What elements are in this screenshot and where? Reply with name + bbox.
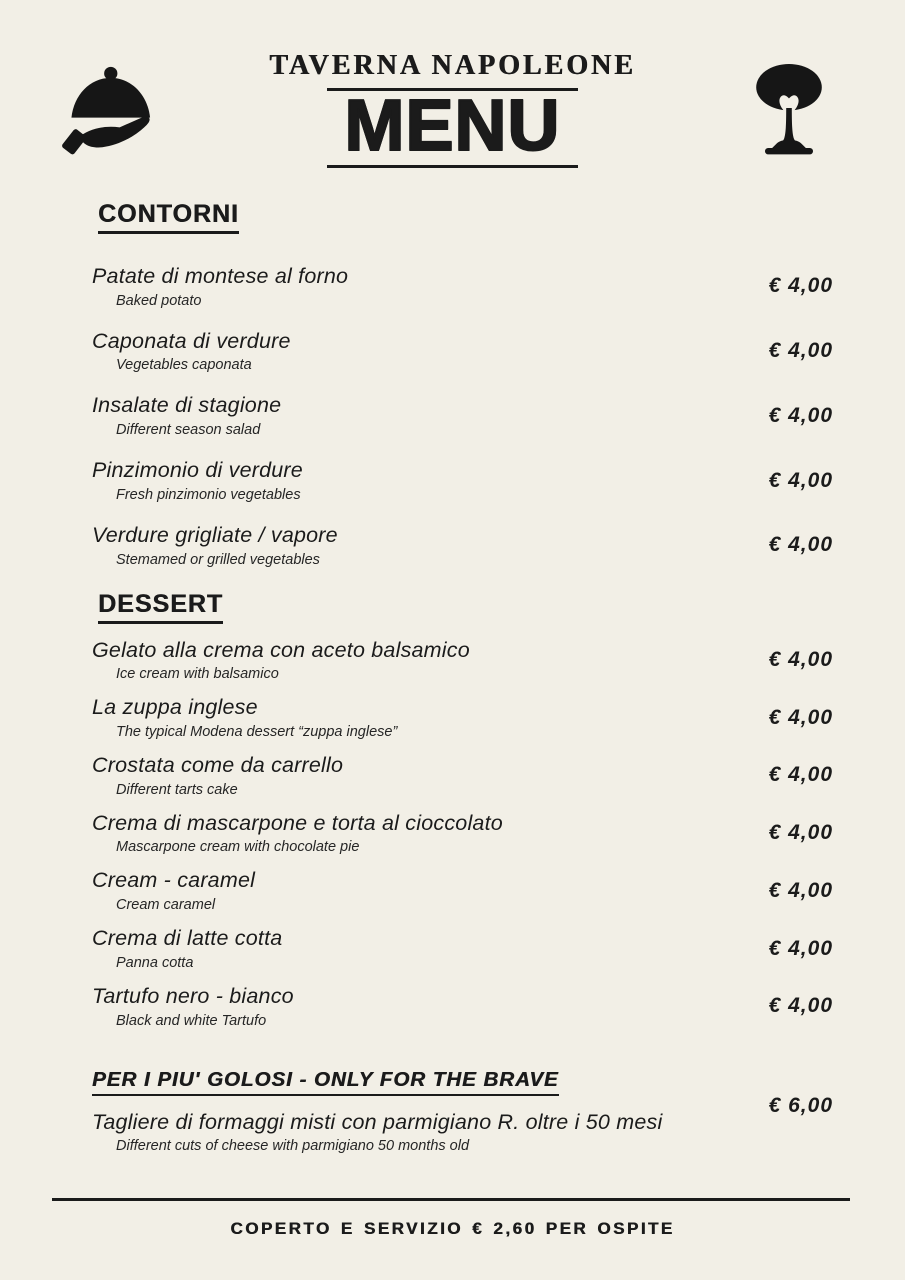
item-name: Patate di montese al forno — [92, 264, 349, 288]
item-price: € 4,00 — [768, 994, 833, 1018]
tree-heart-icon — [749, 60, 829, 164]
item-description: Fresh pinzimonio vegetables — [116, 486, 301, 503]
section-contorni — [92, 178, 833, 568]
item-price: € 4,00 — [768, 878, 833, 902]
item-name: Crostata come da carrello — [92, 753, 344, 778]
item-price: € 4,00 — [768, 647, 833, 671]
menu-item — [92, 523, 833, 568]
item-name: Crema di mascarpone e torta al cioccolato — [92, 810, 503, 835]
section-special — [92, 1042, 833, 1155]
menu-header — [0, 0, 905, 178]
section-heading-dessert: DESSERT — [98, 590, 223, 624]
item-description: Cream caramel — [116, 897, 216, 914]
item-name: Tagliere di formaggi misti con parmigiano R. oltre i 50 mesi — [92, 1109, 663, 1134]
section-heading-special: PER I PIU' GOLOSI - ONLY FOR THE BRAVE — [92, 1068, 559, 1096]
item-price: € 4,00 — [768, 274, 833, 298]
menu-footer — [0, 1198, 905, 1239]
item-description: Black and white Tartufo — [116, 1012, 267, 1029]
menu-item — [92, 638, 833, 683]
section-heading-contorni: CONTORNI — [98, 200, 239, 234]
item-name: Pinzimonio di verdure — [92, 458, 303, 483]
cloche-hand-icon — [56, 62, 162, 168]
item-price: € 4,00 — [768, 763, 833, 787]
menu-item — [92, 1093, 833, 1155]
menu-item — [92, 393, 833, 438]
item-name: La zuppa inglese — [92, 695, 258, 720]
section-dessert — [92, 588, 833, 1029]
item-name: Insalate di stagione — [92, 393, 282, 418]
item-name: Cream - caramel — [92, 868, 256, 893]
item-name: Tartufo nero - bianco — [92, 983, 294, 1008]
item-description: Different tarts cake — [116, 781, 238, 798]
item-price: € 4,00 — [768, 468, 833, 492]
item-description: Mascarpone cream with chocolate pie — [116, 839, 360, 856]
item-name: Caponata di verdure — [92, 328, 291, 353]
item-price: € 4,00 — [768, 403, 833, 427]
menu-item — [92, 868, 833, 913]
menu-item — [92, 811, 833, 856]
menu-body — [0, 178, 905, 1154]
menu-item — [92, 984, 833, 1029]
item-description: Baked potato — [116, 292, 202, 309]
menu-item — [92, 753, 833, 798]
item-name: Gelato alla crema con aceto balsamico — [92, 637, 470, 662]
item-price: € 4,00 — [768, 821, 833, 845]
item-name: Verdure grigliate / vapore — [92, 522, 338, 547]
menu-item — [92, 264, 833, 309]
menu-item — [92, 926, 833, 971]
cover-charge-note: COPERTO E SERVIZIO € 2,60 PER OSPITE — [230, 1219, 675, 1239]
item-description: Ice cream with balsamico — [116, 666, 279, 683]
item-price: € 6,00 — [768, 1093, 833, 1117]
item-description: Different season salad — [116, 422, 261, 439]
item-description: Vegetables caponata — [116, 357, 252, 374]
menu-title: MENU — [344, 86, 561, 166]
item-price: € 4,00 — [768, 936, 833, 960]
menu-title-frame — [327, 88, 578, 168]
menu-item — [92, 329, 833, 374]
item-description: Stemamed or grilled vegetables — [116, 551, 320, 568]
item-price: € 4,00 — [768, 533, 833, 557]
menu-item — [92, 695, 833, 740]
item-price: € 4,00 — [768, 339, 833, 363]
restaurant-name: TAVERNA NAPOLEONE — [269, 50, 636, 81]
item-description: The typical Modena dessert “zuppa inglese” — [116, 724, 398, 741]
item-description: Panna cotta — [116, 954, 194, 971]
item-name: Crema di latte cotta — [92, 926, 283, 951]
footer-divider — [52, 1198, 850, 1201]
menu-item — [92, 458, 833, 503]
item-price: € 4,00 — [768, 705, 833, 729]
item-description: Different cuts of cheese with parmigiano 50 months old — [116, 1138, 470, 1155]
